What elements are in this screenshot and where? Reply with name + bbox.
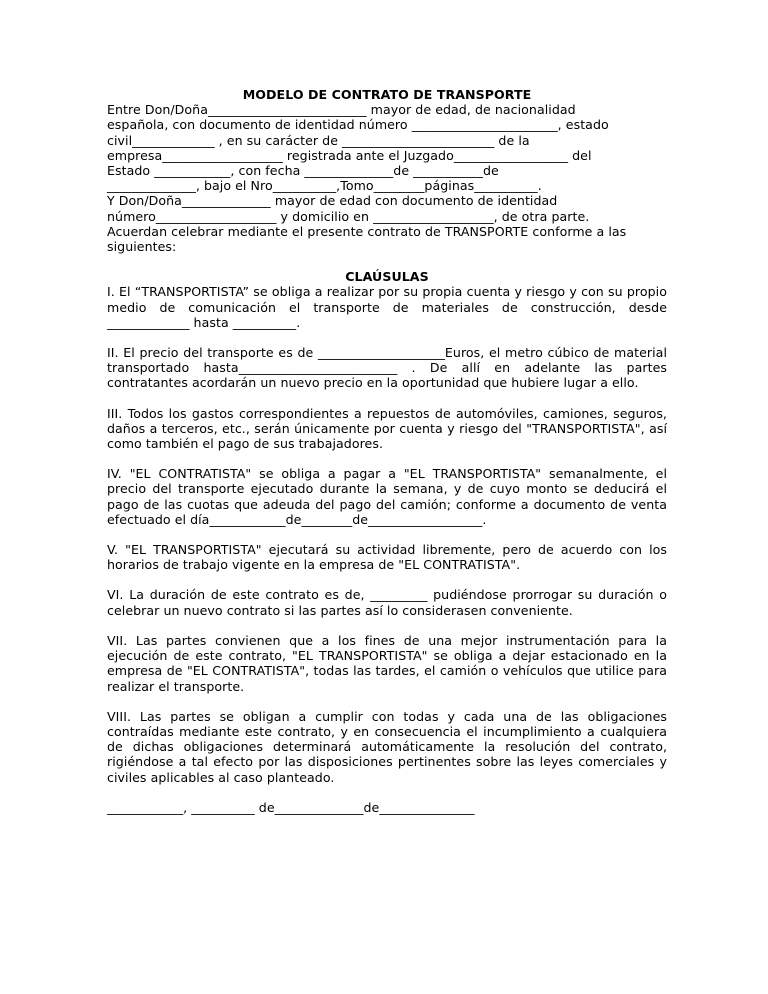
intro-line: número___________________ y domicilio en ___________________, de otra parte. (107, 208, 590, 224)
clause-4: IV. "EL CONTRATISTA" se obliga a pagar a "EL TRANSPORTISTA" semanalmente, el precio del transporte ejecutado durante la semana, y de cuyo monto se deducirá el pago de las cuotas que adeuda del pago del camión; conforme a documento de venta efectuado el día____________de________de__________________. (107, 466, 667, 527)
clause-3: III. Todos los gastos correspondientes a repuestos de automóviles, camiones, seguros, daños a terceros, etc., serán únicamente por cuenta y riesgo del "TRANSPORTISTA", así como también el pago de sus trabajadores. (107, 405, 667, 452)
clause-6: VI. La duración de este contrato es de, _________ pudiéndose prorrogar su duración o celebrar un nuevo contrato si las partes así lo considerasen conveniente. (107, 587, 667, 618)
intro-line: siguientes: (107, 239, 177, 255)
clauses-heading: CLAÚSULAS (345, 269, 429, 285)
document-title: MODELO DE CONTRATO DE TRANSPORTE (242, 87, 532, 102)
intro-line: empresa___________________ registrada ante el Juzgado__________________ del (107, 147, 592, 163)
clause-1: I. El “TRANSPORTISTA” se obliga a realizar por su propia cuenta y riesgo y con su propio medio de comunicación el transporte de materiales de construcción, desde _____________ hasta __________. (107, 284, 667, 330)
intro-line: Estado ____________, con fecha ______________de ___________de (107, 163, 499, 179)
clauses-list (107, 284, 667, 784)
intro-line: ______________, bajo el Nro__________,Tomo________páginas__________. (107, 178, 542, 194)
intro-line: Acuerdan celebrar mediante el presente contrato de TRANSPORTE conforme a las (107, 223, 627, 239)
intro-line: española, con documento de identidad número _______________________, estado (107, 117, 609, 133)
intro-line: Entre Don/Doña_________________________ mayor de edad, de nacionalidad (107, 102, 576, 118)
intro-line: civil_____________ , en su carácter de ________________________ de la (107, 132, 530, 148)
contract-document (107, 87, 667, 815)
signature-date-line: ____________, __________ de______________de_______________ (107, 799, 475, 815)
intro-line: Y Don/Doña______________ mayor de edad con documento de identidad (107, 193, 558, 209)
clause-7: VII. Las partes convienen que a los fines de una mejor instrumentación para la ejecución de este contrato, "EL TRANSPORTISTA" se obliga a dejar estacionado en la empresa de "EL CONTRATISTA", todas las tardes, el camión o vehículos que utilice para realizar el transporte. (107, 632, 667, 694)
clause-8: VIII. Las partes se obligan a cumplir con todas y cada una de las obligaciones contraídas mediante este contrato, y en consecuencia el incumplimiento a cualquiera de dichas obligaciones determinará automáticamente la resolución del contrato, rigiéndose a tal efecto por las disposiciones pertinentes sobre las leyes comerciales y civiles aplicables al caso planteado. (107, 708, 667, 785)
clause-2: II. El precio del transporte es de ____________________Euros, el metro cúbico de material transportado hasta_________________________ . De allí en adelante las partes contratantes acordarán un nuevo precio en la oportunidad que hubiere lugar a ello. (107, 345, 667, 391)
clause-5: V. "EL TRANSPORTISTA" ejecutará su actividad libremente, pero de acuerdo con los horarios de trabajo vigente en la empresa de "EL CONTRATISTA". (107, 542, 667, 573)
intro-paragraph (107, 102, 667, 254)
